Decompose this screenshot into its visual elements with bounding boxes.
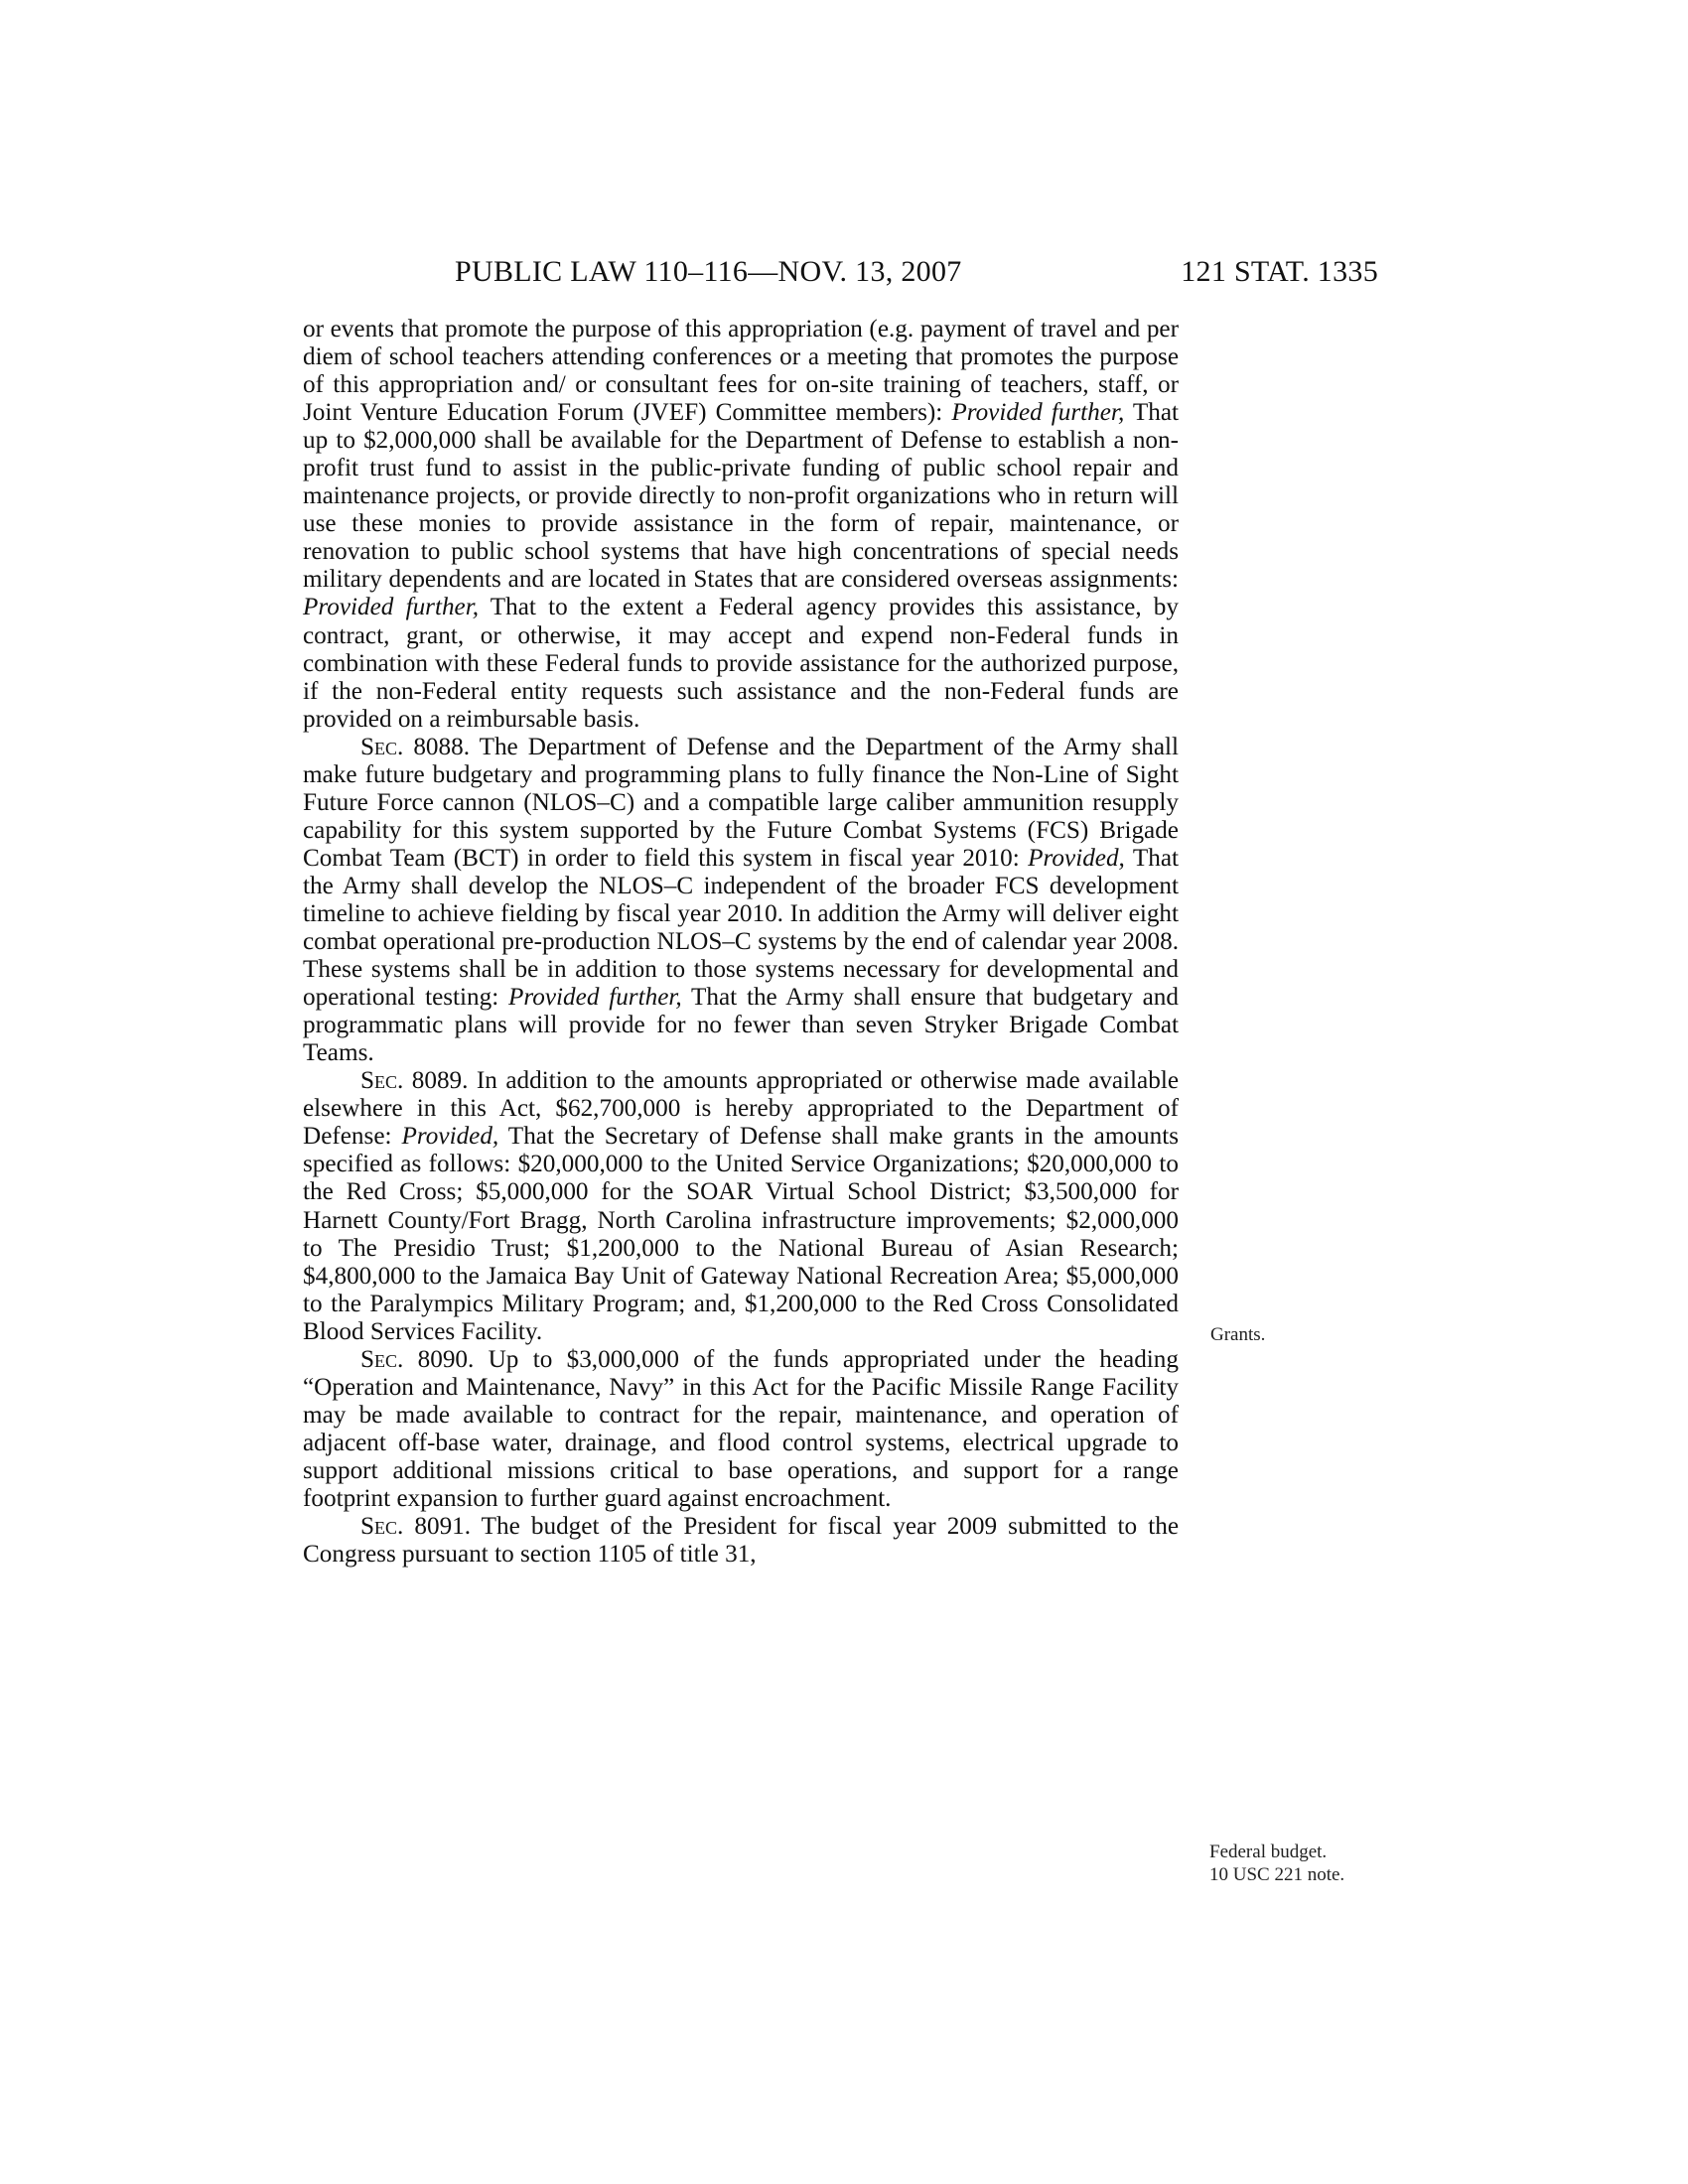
section-8091 [303, 1513, 1179, 1569]
proviso-italic: Provided further, [508, 984, 682, 1012]
section-8090 [303, 1346, 1179, 1513]
section-label: Sec [360, 733, 398, 760]
paragraph-continuation [303, 316, 1179, 734]
text-run: The Department of Defense and the Department of the Army shall make future budgetary and programming plans to fully finance the Non-Line of Sight Future Force cannon (NLOS–C) and a compatible large caliber ammunition resupply capability for this system supported by the Future Combat Systems (FCS) Brigade Combat Team (BCT) in order to field this system in fiscal year 2010: [303, 733, 1180, 872]
margin-note-federal-budget [1209, 1841, 1344, 1886]
section-number: . 8089. [397, 1067, 477, 1095]
text-run: That the Army shall ensure that budgetary and programmatic plans will provide for no fewer than seven Stryker Brigade Combat Teams. [303, 984, 1179, 1067]
section-number: . 8088. [397, 733, 480, 760]
statute-page-reference: 121 STAT. 1335 [1181, 255, 1378, 288]
text-run: That the Army shall develop the NLOS–C independent of the broader FCS development timeline to achieve fielding by fiscal year 2010. In addition the Army will deliver eight combat operational pre-production NLOS–C systems by the end of calendar year 2008. These systems shall be in addition to those systems necessary for developmental and operational testing: [303, 844, 1180, 1012]
section-8088 [303, 734, 1179, 1068]
text-run: That the Secretary of Defense shall make grants in the amounts specified as follows: $20,000,000 to the United Service Organizations; $20,000,000 to the Red Cross; $5,000,000 for the SOAR Virtual School District; $3,500,000 for Harnett County/Fort Bragg, North Carolina infrastructure improvements; $2,000,000 to The Presidio Trust; $1,200,000 to the National Bureau of Asian Research; $4,800,000 to the Jamaica Bay Unit of Gateway National Recreation Area; $5,000,000 to the Paralympics Military Program; and, $1,200,000 to the Red Cross Consolidated Blood Services Facility. [303, 1123, 1179, 1345]
text-run: Up to $3,000,000 of the funds appropriated under the heading “Operation and Maintenance, Navy” in this Act for the Pacific Missile Range Facility may be made available to contract for the repair, maintenance, and operation of adjacent off-base water, drainage, and flood control systems, electrical upgrade to support additional missions critical to base operations, and support for a range footprint expansion to further guard against encroachment. [303, 1345, 1179, 1512]
main-text [303, 316, 1179, 1569]
text-run: In addition to the amounts appropriated or otherwise made available elsewhere in this Act, $62,700,000 is hereby appropriated to the Department of Defense: [303, 1067, 1179, 1151]
margin-note-line: 10 USC 221 note. [1209, 1864, 1345, 1885]
margin-note-line: Federal budget. [1209, 1842, 1328, 1862]
proviso-italic: Provided, [1028, 844, 1125, 872]
section-label: Sec [360, 1513, 398, 1541]
section-label: Sec [360, 1345, 398, 1373]
proviso-italic: Provided further, [951, 399, 1125, 427]
text-run: That to the extent a Federal agency provides this assistance, by contract, grant, or otherwise, it may accept and expend non-Federal funds in combination with these Federal funds to provide assistance for the authorized purpose, if the non-Federal entity requests such assistance and the non-Federal funds are provided on a reimbursable basis. [303, 594, 1179, 733]
margin-note-grants: Grants. [1210, 1324, 1266, 1345]
proviso-italic: Provided further, [303, 594, 480, 621]
text-run: The budget of the President for fiscal year 2009 submitted to the Congress pursuant to section 1105 of title 31, [303, 1513, 1179, 1569]
running-title: PUBLIC LAW 110–116—NOV. 13, 2007 [455, 255, 962, 288]
section-number: . 8091. [397, 1513, 482, 1541]
section-label: Sec [360, 1067, 398, 1095]
proviso-italic: Provided, [401, 1123, 499, 1151]
section-8089 [303, 1067, 1179, 1345]
text-run: or events that promote the purpose of this appropriation (e.g. payment of travel and per diem of school teachers attending conferences or a meeting that promotes the purpose of this appropriation and/ or consultant fees for on-site training of teachers, staff, or Joint Venture Education Forum (JVEF) Committee members): [303, 316, 1179, 427]
text-run: That up to $2,000,000 shall be available for the Department of Defense to establish a non-profit trust fund to assist in the public-private funding of public school repair and maintenance projects, or provide directly to non-profit organizations who in return will use these monies to provide assistance in the form of repair, maintenance, or renovation to public school systems that have high concentrations of special needs military dependents and are located in States that are considered overseas assignments: [303, 399, 1180, 594]
page-header [455, 252, 1378, 292]
section-number: . 8090. [397, 1345, 489, 1373]
